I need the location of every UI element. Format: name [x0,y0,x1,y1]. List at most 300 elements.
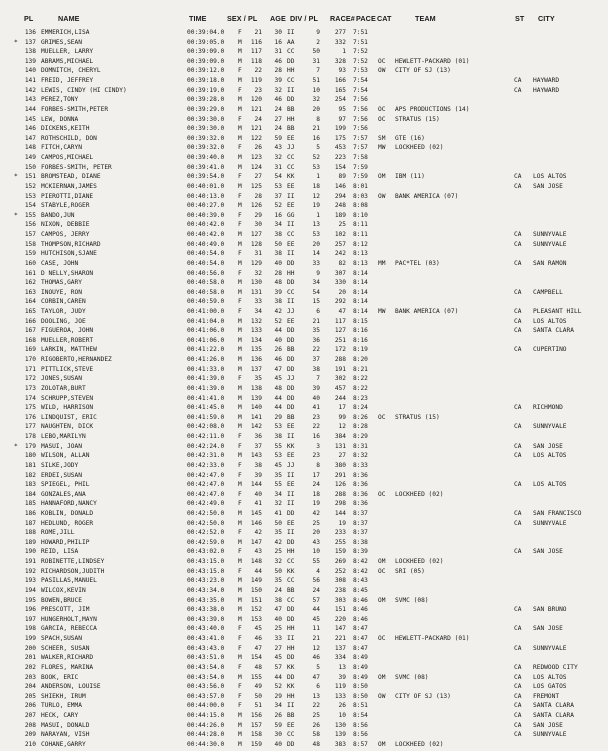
race-number-cell: 102 [334,231,346,239]
race-number-cell: 238 [334,586,346,594]
division-place-cell: 41 [312,404,320,412]
category-cell: OM [378,558,386,566]
place-cell: 139 [24,57,36,65]
age-cell: 47 [274,606,282,614]
division-cell: HH [287,644,295,652]
sex-cell: M [238,510,242,517]
sex-cell: F [238,461,242,469]
sex-place-cell: 41 [254,500,262,508]
division-place-cell: 6 [316,683,320,691]
division-cell: EE [287,452,295,460]
place-cell: 156 [24,221,36,229]
sex-cell: M [238,202,242,210]
pace-cell: 8:42 [353,558,368,566]
race-number-cell: 332 [334,38,346,46]
division-place-cell: 19 [312,500,320,508]
race-number-cell: 328 [334,57,346,65]
time-cell: 00:41:39.0 [187,375,225,383]
sex-place-cell: 34 [254,307,262,315]
race-number-cell: 126 [334,481,346,489]
city-cell: CUPERTINO [533,346,567,354]
sex-place-cell: 129 [250,259,262,267]
race-number-cell: 248 [334,202,346,210]
division-cell: EE [287,317,295,325]
time-cell: 00:44:26.0 [187,721,225,729]
division-place-cell: 37 [312,356,320,364]
city-cell: SAN FRANCISCO [533,510,582,517]
time-cell: 00:42:24.0 [187,442,225,450]
division-place-cell: 1 [316,211,320,219]
time-cell: 00:41:59.0 [187,413,225,421]
division-place-cell: 18 [312,490,320,498]
name-cell: EMMERICH,LISA [41,29,90,36]
state-cell: CA [514,644,522,652]
division-place-cell: 20 [312,529,320,537]
table-row [0,442,608,452]
age-cell: 45 [274,461,282,469]
name-cell: BOWEN,BRUCE [41,596,82,604]
name-cell: LEWIS, CINDY (HI CINDY) [41,86,127,94]
state-cell: CA [514,182,522,190]
race-number-cell: 39 [338,673,346,681]
table-row [0,345,608,355]
header-pace: PACE [356,14,376,23]
sex-place-cell: 153 [250,615,262,623]
sex-cell: M [238,452,242,460]
sex-place-cell: 148 [250,558,262,566]
place-cell: 179 [24,442,36,450]
name-cell: THOMPSON,RICHARD [41,240,101,248]
race-number-cell: 137 [334,644,346,652]
time-cell: 00:41:04.0 [187,317,225,325]
sex-place-cell: 51 [254,702,262,710]
division-cell: EE [287,134,295,142]
division-place-cell: 44 [312,606,320,614]
age-cell: 31 [274,48,282,56]
age-cell: 34 [274,221,282,229]
sex-place-cell: 154 [250,654,262,662]
place-cell: 141 [24,77,36,85]
division-cell: DD [287,365,295,373]
division-cell: DD [287,606,295,614]
name-cell: PRESCOTT, JIM [41,606,90,614]
sex-cell: M [238,538,242,546]
place-cell: 167 [24,327,36,335]
division-cell: DD [287,327,295,335]
sex-place-cell: 35 [254,375,262,383]
city-cell: CAMPBELL [533,288,563,296]
time-cell: 00:42:49.0 [187,500,225,508]
table-row [0,596,608,606]
name-cell: THOMAS,GARY [41,279,82,287]
race-number-cell: 220 [334,615,346,623]
category-cell: OC [378,57,386,65]
table-row [0,644,608,654]
division-place-cell: 56 [312,577,320,585]
race-number-cell: 189 [334,211,346,219]
city-cell: HAYWARD [533,86,560,94]
division-cell: CC [287,48,295,56]
time-cell: 00:44:28.0 [187,731,225,739]
division-place-cell: 26 [312,721,320,729]
name-cell: SCHEER, SUSAN [41,644,90,652]
table-row [0,66,608,76]
header-cat: CAT [377,14,392,23]
division-place-cell: 23 [312,452,320,460]
time-cell: 00:43:56.0 [187,683,225,691]
category-cell: OC [378,635,386,643]
table-row [0,365,608,375]
table-row [0,28,608,38]
race-number-cell: 252 [334,567,346,575]
place-cell: 155 [24,211,36,219]
name-cell: MCKIERNAN,JAMES [41,182,97,190]
pace-cell: 8:11 [353,221,368,229]
place-cell: 194 [24,586,36,594]
race-number-cell: 166 [334,77,346,85]
age-cell: 35 [274,529,282,537]
age-cell: 29 [274,413,282,421]
age-cell: 52 [274,683,282,691]
sex-cell: F [238,500,242,508]
name-cell: FORBES-SMITH,PETER [41,105,109,113]
division-place-cell: 14 [312,250,320,258]
sex-cell: F [238,490,242,498]
time-cell: 00:39:09.0 [187,57,225,65]
place-cell: 175 [24,404,36,412]
table-row [0,374,608,384]
place-cell: 192 [24,567,36,575]
race-number-cell: 82 [338,259,346,267]
race-number-cell: 146 [334,182,346,190]
sex-cell: M [238,288,242,296]
time-cell: 00:40:39.0 [187,211,225,219]
state-cell: CA [514,327,522,335]
age-cell: 26 [274,712,282,720]
age-cell: 53 [274,423,282,431]
division-place-cell: 16 [312,134,320,142]
place-cell: 197 [24,615,36,623]
time-cell: 00:39:30.0 [187,115,225,123]
age-cell: 32 [274,154,282,162]
name-cell: BOOK, ERIC [41,673,79,681]
pace-cell: 8:16 [353,327,368,335]
name-cell: MUELLER,ROBERT [41,336,94,344]
category-cell: OC [378,105,386,113]
division-place-cell: 45 [312,615,320,623]
place-cell: 182 [24,471,36,479]
sex-place-cell: 37 [254,442,262,450]
pace-cell: 8:21 [353,365,368,373]
division-cell: BB [287,105,295,113]
division-place-cell: 9 [316,29,320,36]
sex-place-cell: 21 [254,29,262,36]
division-place-cell: 15 [312,298,320,306]
table-row [0,615,608,625]
name-cell: TAYLOR, JUDY [41,307,86,315]
race-number-cell: 95 [338,105,346,113]
name-cell: DOOLING, JOE [41,317,86,325]
division-cell: DD [287,384,295,392]
table-row [0,38,608,48]
team-cell: GTE (16) [395,134,425,142]
pace-cell: 8:36 [353,471,368,479]
time-cell: 00:40:54.0 [187,250,225,258]
time-cell: 00:43:57.0 [187,692,225,700]
name-cell: SILKE,JODY [41,461,79,469]
name-cell: WILD, HARRISON [41,404,94,412]
city-cell: LOS ALTOS [533,481,567,489]
place-cell: 172 [24,375,36,383]
name-cell: RIGOBERTO,HERNANDEZ [41,356,112,364]
name-cell: CORBIN,CAREN [41,298,86,306]
age-cell: 25 [274,625,282,633]
team-cell: SVMC (08) [395,596,429,604]
sex-place-cell: 33 [254,298,262,306]
age-cell: 32 [274,86,282,94]
race-number-cell: 139 [334,731,346,739]
race-number-cell: 303 [334,596,346,604]
name-cell: PEREZ,TONY [41,96,79,104]
table-row [0,336,608,346]
division-place-cell: 2 [316,38,320,46]
table-row [0,547,608,557]
time-cell: 00:43:38.0 [187,606,225,614]
name-cell: INOUYE, RON [41,288,82,296]
category-cell: OW [378,192,386,200]
pace-cell: 7:57 [353,134,368,142]
pace-cell: 8:36 [353,481,368,489]
race-number-cell: 151 [334,606,346,614]
sex-place-cell: 123 [250,154,262,162]
division-cell: DD [287,96,295,104]
pace-cell: 8:36 [353,490,368,498]
time-cell: 00:39:19.0 [187,86,225,94]
place-cell: 185 [24,500,36,508]
pace-cell: 8:28 [353,423,368,431]
age-cell: 28 [274,67,282,75]
division-cell: HH [287,269,295,277]
name-cell: ROTHSCHILD, DON [41,134,97,142]
division-place-cell: 32 [312,96,320,104]
division-place-cell: 34 [312,279,320,287]
sex-place-cell: 22 [254,67,262,75]
division-place-cell: 21 [312,317,320,325]
sex-place-cell: 135 [250,346,262,354]
time-cell: 00:43:35.0 [187,596,225,604]
pace-cell: 7:59 [353,173,368,181]
state-cell: CA [514,452,522,460]
state-cell: CA [514,683,522,691]
race-number-cell: 133 [334,692,346,700]
pace-cell: 8:49 [353,663,368,671]
time-cell: 00:40:01.0 [187,182,225,190]
star-marker: * [14,173,18,181]
time-cell: 00:41:26.0 [187,356,225,364]
division-place-cell: 31 [312,57,320,65]
pace-cell: 8:54 [353,712,368,720]
category-cell: SM [378,134,386,142]
time-cell: 00:43:54.0 [187,663,225,671]
division-cell: DD [287,279,295,287]
name-cell: D NELLY,SHARON [41,269,94,277]
race-number-cell: 334 [334,654,346,662]
sex-cell: F [238,269,242,277]
name-cell: HEDLUND, ROGER [41,519,94,527]
sex-place-cell: 151 [250,596,262,604]
category-cell: OM [378,673,386,681]
sex-cell: M [238,163,242,171]
division-cell: II [287,29,295,36]
time-cell: 00:44:00.0 [187,702,225,710]
sex-cell: M [238,279,242,287]
name-cell: RICHARDSON,JUDITH [41,567,105,575]
division-cell: HH [287,115,295,123]
table-row [0,701,608,711]
age-cell: 41 [274,510,282,517]
division-place-cell: 10 [312,548,320,556]
place-cell: 177 [24,423,36,431]
place-cell: 161 [24,269,36,277]
place-cell: 205 [24,692,36,700]
sex-cell: F [238,250,242,258]
pace-cell: 8:49 [353,673,368,681]
name-cell: LEW, DONNA [41,115,79,123]
sex-place-cell: 28 [254,192,262,200]
race-number-cell: 10 [338,712,346,720]
sex-place-cell: 130 [250,279,262,287]
sex-cell: M [238,577,242,585]
division-place-cell: 25 [312,519,320,527]
division-cell: II [287,192,295,200]
place-cell: 157 [24,231,36,239]
city-cell: PLEASANT HILL [533,307,582,315]
division-cell: KK [287,663,295,671]
name-cell: GONZALES,ANA [41,490,86,498]
city-cell: LOS ALTOS [533,673,567,681]
place-cell: 181 [24,461,36,469]
table-row [0,317,608,327]
sex-cell: F [238,529,242,537]
division-cell: DD [287,336,295,344]
pace-cell: 7:56 [353,96,368,104]
time-cell: 00:40:58.0 [187,288,225,296]
age-cell: 44 [274,404,282,412]
name-cell: FREID, JEFFREY [41,77,94,85]
sex-place-cell: 131 [250,288,262,296]
place-cell: 190 [24,548,36,556]
name-cell: HECK, CARY [41,712,79,720]
pace-cell: 8:51 [353,702,368,710]
sex-cell: F [238,567,242,575]
sex-place-cell: 122 [250,134,262,142]
race-number-cell: 199 [334,125,346,133]
race-number-cell: 93 [338,67,346,75]
table-row [0,249,608,259]
name-cell: WILSON, ALLAN [41,452,90,460]
state-cell: CA [514,442,522,450]
city-cell: SAN JOSE [533,548,563,556]
place-cell: 173 [24,384,36,392]
race-number-cell: 17 [338,404,346,412]
race-number-cell: 127 [334,327,346,335]
time-cell: 00:40:13.0 [187,192,225,200]
time-cell: 00:40:42.0 [187,221,225,229]
name-cell: KOBLIN, DONALD [41,510,94,517]
time-cell: 00:43:40.0 [187,625,225,633]
time-cell: 00:43:39.0 [187,615,225,623]
division-cell: HH [287,67,295,75]
header-team: TEAM [415,14,436,23]
table-row [0,201,608,211]
place-cell: 166 [24,317,36,325]
pace-cell: 8:42 [353,567,368,575]
division-cell: CC [287,731,295,739]
team-cell: LOCKHEED (02) [395,558,444,566]
pace-cell: 8:32 [353,452,368,460]
time-cell: 00:41:00.0 [187,307,225,315]
race-number-cell: 12 [338,423,346,431]
table-row [0,432,608,442]
division-place-cell: 50 [312,48,320,56]
pace-cell: 8:47 [353,635,368,643]
division-cell: CC [287,596,295,604]
division-place-cell: 33 [312,259,320,267]
race-number-cell: 175 [334,134,346,142]
column-header-row [0,14,608,26]
time-cell: 00:43:54.0 [187,673,225,681]
division-place-cell: 22 [312,423,320,431]
name-cell: LEBO,MARILYN [41,433,86,441]
pace-cell: 7:54 [353,86,368,94]
table-row [0,499,608,509]
header-st: ST [515,14,525,23]
age-cell: 38 [274,231,282,239]
pace-cell: 8:56 [353,721,368,729]
sex-place-cell: 40 [254,490,262,498]
team-cell: LOCKHEED (02) [395,144,444,152]
age-cell: 27 [274,115,282,123]
pace-cell: 8:14 [353,307,368,315]
place-cell: 191 [24,558,36,566]
sex-place-cell: 124 [250,163,262,171]
division-place-cell: 5 [316,663,320,671]
sex-cell: M [238,586,242,594]
sex-place-cell: 152 [250,606,262,614]
division-cell: DD [287,510,295,517]
division-place-cell: 51 [312,77,320,85]
sex-place-cell: 121 [250,105,262,113]
sex-cell: F [238,86,242,94]
pace-cell: 7:51 [353,38,368,46]
sex-place-cell: 49 [254,683,262,691]
race-number-cell: 288 [334,490,346,498]
division-place-cell: 39 [312,384,320,392]
table-row [0,153,608,163]
pace-cell: 8:37 [353,510,368,517]
category-cell: OM [378,596,386,604]
division-place-cell: 23 [312,413,320,421]
time-cell: 00:41:06.0 [187,336,225,344]
race-number-cell: 20 [338,288,346,296]
age-cell: 53 [274,182,282,190]
division-cell: JJ [287,144,295,152]
sex-place-cell: 147 [250,538,262,546]
race-number-cell: 277 [334,29,346,36]
division-cell: JJ [287,375,295,383]
sex-cell: M [238,105,242,113]
place-cell: 147 [24,134,36,142]
